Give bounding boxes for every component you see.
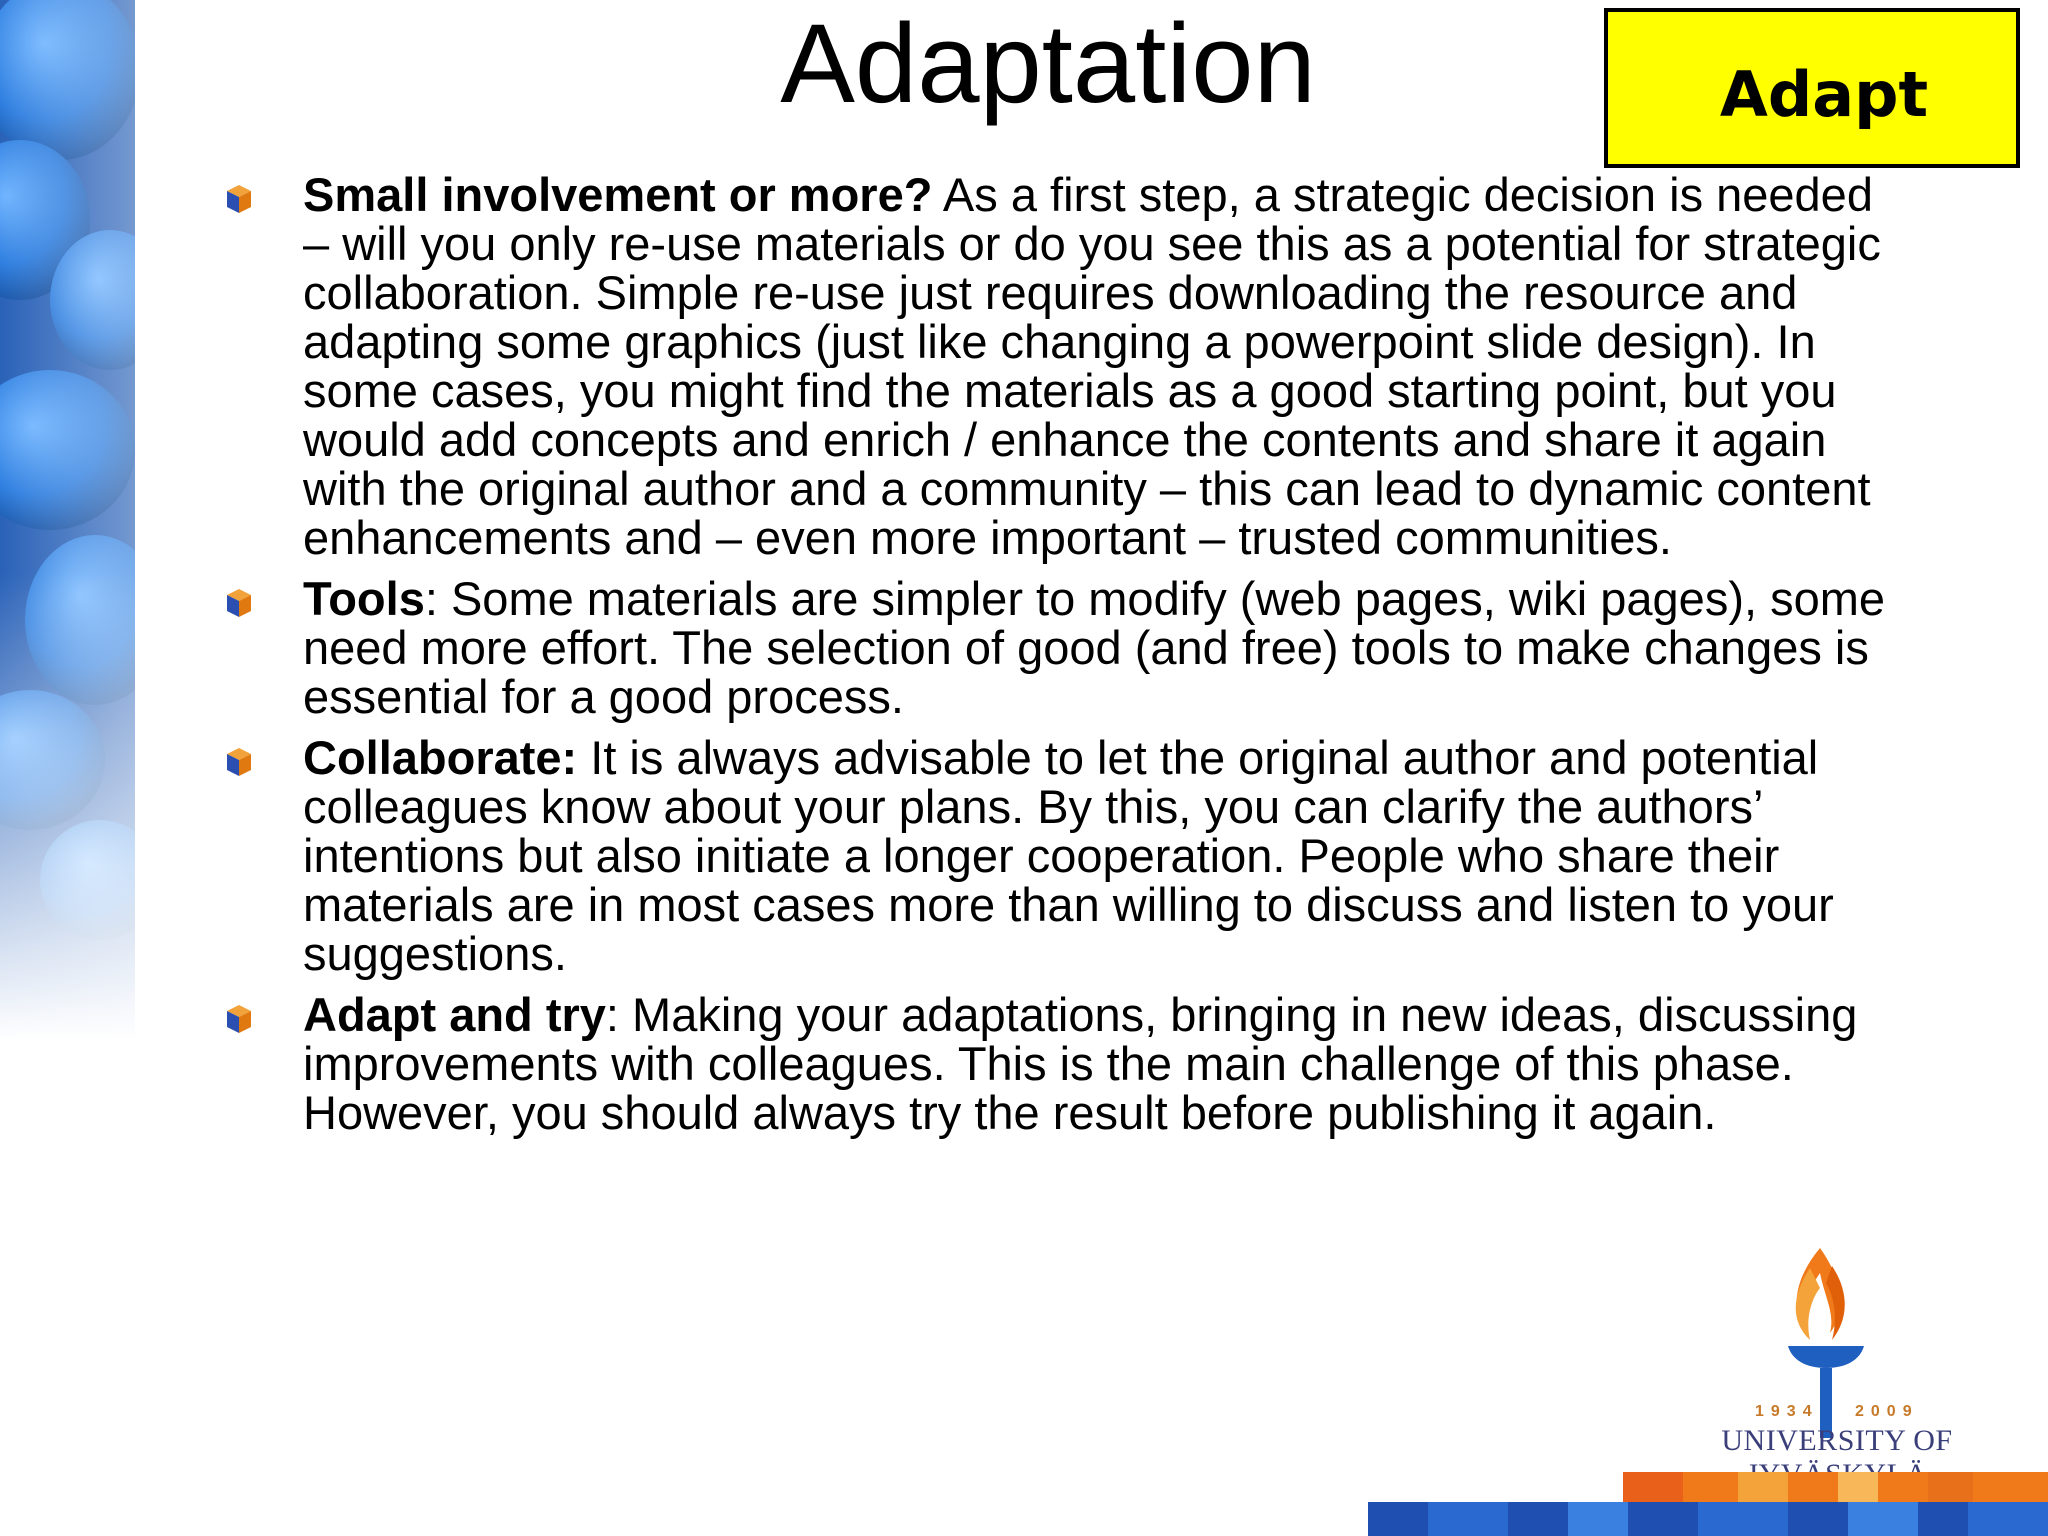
bullet-item [226, 574, 1886, 721]
logo-year-end: 2009 [1855, 1403, 1919, 1420]
university-name: UNIVERSITY OF [1721, 1424, 1953, 1457]
bullet-text: : Some materials are simpler to modify (web pages, wiki pages), some need more effort. The selection of good (and free) tools to make changes is essential for a good process. [303, 572, 1886, 723]
bullet-item [226, 170, 1886, 562]
adapt-badge-label: Adapt [1719, 57, 1929, 131]
bullet-item [226, 733, 1886, 978]
blue-pebbles-decoration [0, 0, 135, 1040]
adapt-badge [1604, 8, 2020, 168]
slide-title: Adaptation [780, 1, 1316, 126]
bullet-lead: Small involvement or more? [303, 168, 933, 221]
cube-bullet-icon [226, 588, 252, 618]
cube-bullet-icon [226, 1004, 252, 1034]
bullet-lead: Tools [303, 572, 425, 625]
bullet-text: It is always advisable to let the original author and potential colleagues know about your plans. By this, you can clarify the authors’ intentions but also initiate a longer cooperation. People who share their materials are in most cases more than willing to discuss and listen to your suggestions. [303, 731, 1834, 980]
bullet-text: As a first step, a strategic decision is needed – will you only re-use materials or do you see this as a potential for strategic collaboration. Simple re-use just requires downloading the resource and adapting some graphics (just like changing a powerpoint slide design). In some cases, you might find the materials as a good starting point, but you would add concepts and enrich / enhance the contents and share it again with the original author and a community – this can lead to dynamic content enhancements and – even more important – trusted communities. [303, 168, 1881, 564]
bullet-list [226, 170, 1886, 1149]
color-stripe-decoration [1368, 1472, 2048, 1536]
bullet-item [226, 990, 1886, 1137]
cube-bullet-icon [226, 184, 252, 214]
bullet-text: : Making your adaptations, bringing in new ideas, discussing improvements with colleagues. This is the main challenge of this phase. However, you should always try the result before publishing it again. [303, 988, 1858, 1139]
bullet-lead: Collaborate: [303, 731, 578, 784]
bullet-lead: Adapt and try [303, 988, 606, 1041]
logo-year-start: 1934 [1755, 1403, 1819, 1420]
cube-bullet-icon [226, 747, 252, 777]
